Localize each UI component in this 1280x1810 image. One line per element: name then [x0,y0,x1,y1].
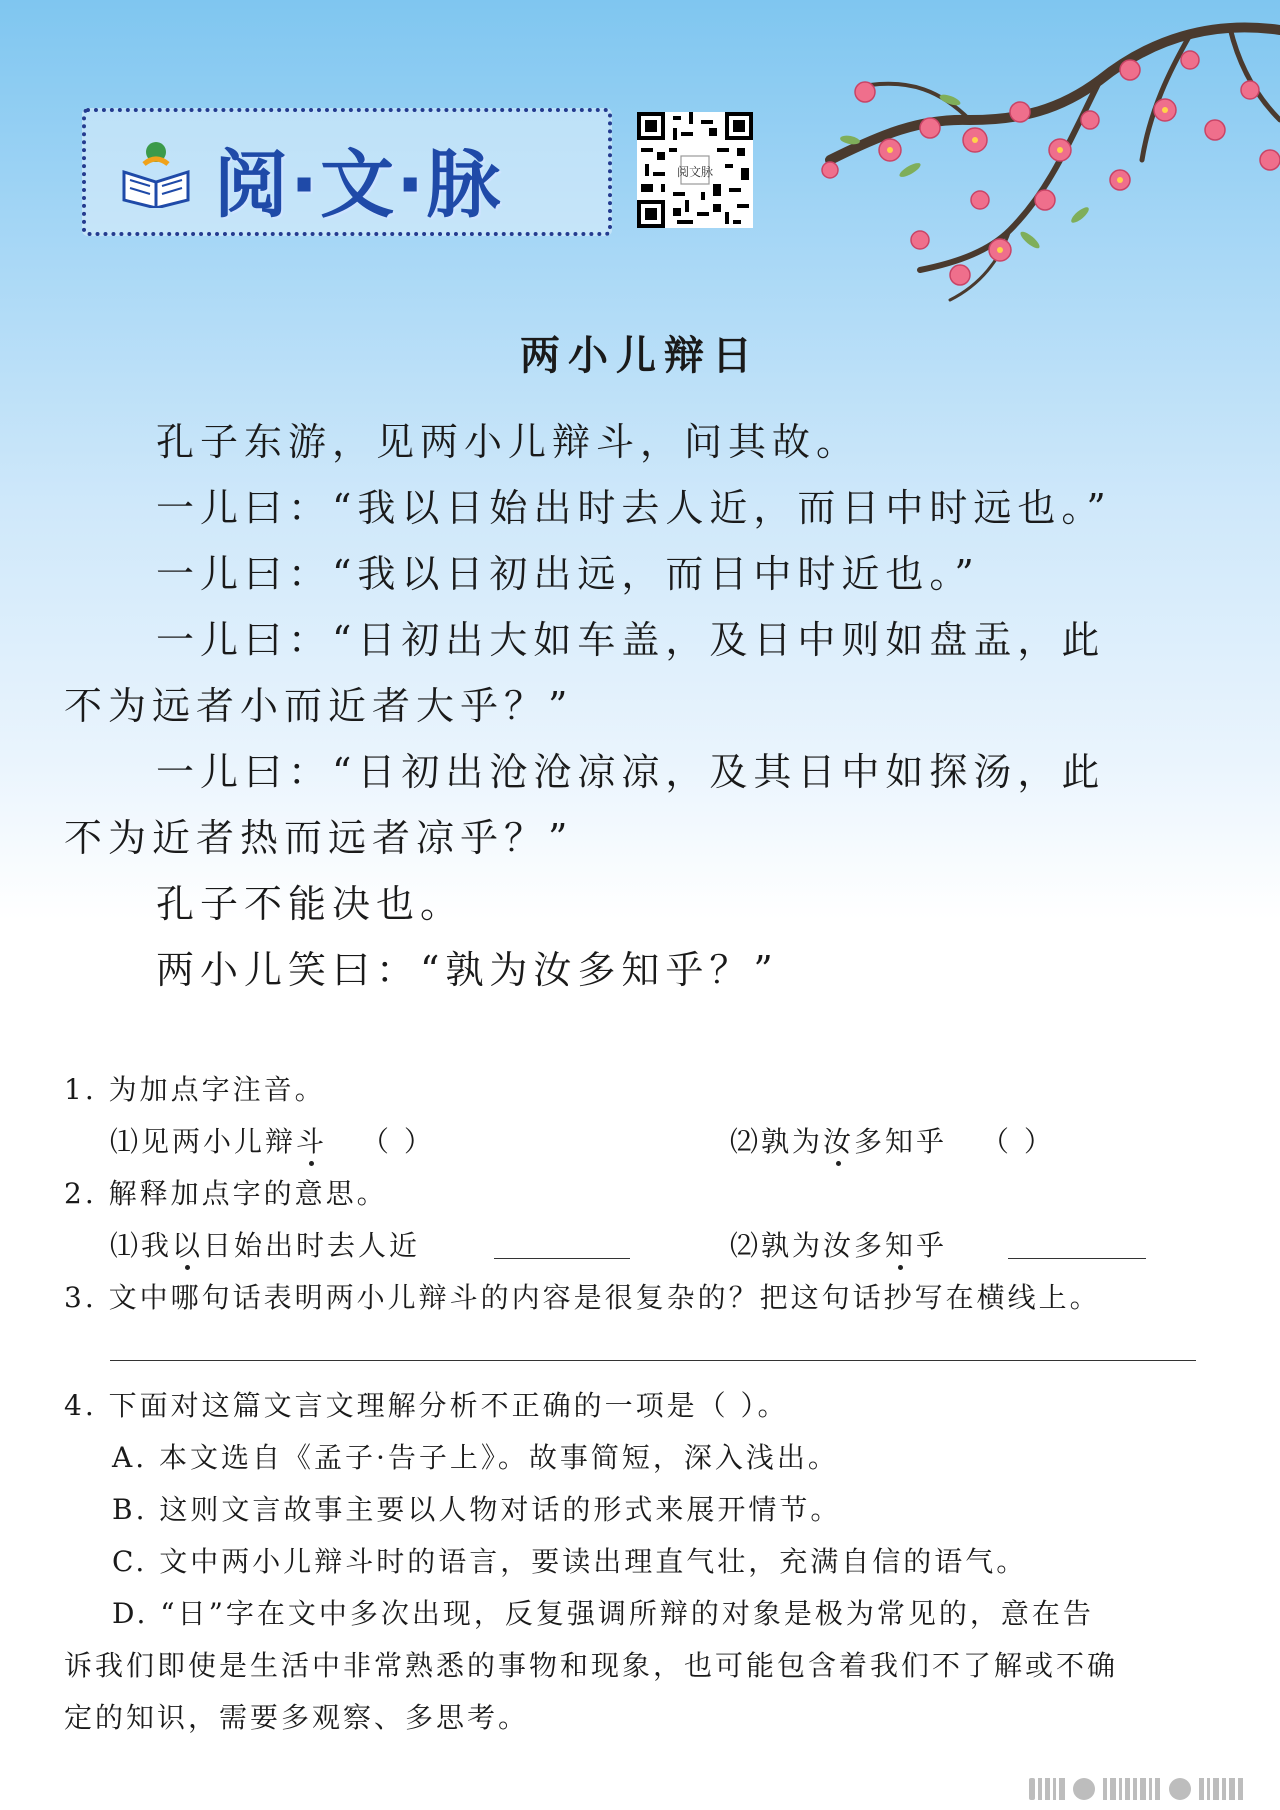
passage-paragraph-5-line-2: 不为近者热而远者凉乎？” [64,816,574,860]
emphasis-dot-char: 知 [885,1229,917,1262]
answer-blank-paren[interactable]: （ ） [360,1125,435,1158]
question-1-stem: 1. 为加点字注音。 [64,1073,326,1106]
passage-title: 两小儿辩日 [520,332,760,379]
passage-paragraph-4-line-1: 一儿曰：“日初出大如车盖，及日中则如盘盂，此 [156,618,1106,662]
passage-paragraph-4-line-2: 不为远者小而近者大乎？” [64,684,574,728]
brand-logo-text: 阅·文·脉 [214,142,503,228]
question-4-option-a: A. 本文选自《孟子·告子上》。故事简短，深入浅出。 [112,1441,839,1474]
passage-paragraph-5-line-1: 一儿曰：“日初出沧沧凉凉，及其日中如探汤，此 [156,750,1106,794]
qr-code [637,112,753,228]
question-1-item-a: ⑴见两小儿辩斗 （ ） [110,1125,435,1158]
brand-header-box [82,108,612,236]
question-4-option-d-line-1: D. “日”字在文中多次出现，反复强调所辩的对象是极为常见的，意在告 [112,1597,1094,1630]
passage-paragraph-1: 孔子东游，见两小儿辩斗，问其故。 [156,420,861,464]
question-4-option-d-line-2: 诉我们即使是生活中非常熟悉的事物和现象，也可能包含着我们不了解或不确 [64,1649,1119,1682]
passage-paragraph-7: 两小儿笑曰：“孰为汝多知乎？” [156,948,779,992]
question-1-item-b: ⑵孰为汝多知乎 （ ） [730,1125,1055,1158]
plum-blossom-branch-decoration [770,0,1280,310]
answer-blank-paren[interactable]: （ ） [980,1125,1055,1158]
question-2-stem: 2. 解释加点字的意思。 [64,1177,388,1210]
open-book-icon [118,138,194,208]
question-2-item-a: ⑴我以日始出时去人近 [110,1229,421,1262]
answer-blank-line[interactable] [1008,1258,1146,1259]
question-4-stem: 4. 下面对这篇文言文理解分析不正确的一项是（ ）。 [64,1389,789,1422]
answer-blank-line[interactable] [494,1258,630,1259]
question-4-option-b: B. 这则文言故事主要以人物对话的形式来展开情节。 [112,1493,842,1526]
question-4-option-d-line-3: 定的知识，需要多观察、多思考。 [64,1701,530,1734]
emphasis-dot-char: 汝 [823,1125,855,1158]
question-2-item-b: ⑵孰为汝多知乎 [730,1229,948,1262]
passage-paragraph-2: 一儿曰：“我以日始出时去人近，而日中时远也。” [156,486,1112,530]
passage-paragraph-3: 一儿曰：“我以日初出远，而日中时近也。” [156,552,980,596]
barcode-watermark-icon [1029,1776,1244,1802]
answer-blank-line[interactable] [110,1360,1196,1361]
question-3-stem: 3. 文中哪句话表明两小儿辩斗的内容是很复杂的？把这句话抄写在横线上。 [64,1281,1101,1314]
emphasis-dot-char: 斗 [296,1125,328,1158]
emphasis-dot-char: 以 [172,1229,204,1262]
passage-paragraph-6: 孔子不能决也。 [156,882,465,926]
qr-center-logo: 阅文脉 [676,165,714,179]
question-4-option-c: C. 文中两小儿辩斗时的语言，要读出理直气壮，充满自信的语气。 [112,1545,1028,1578]
